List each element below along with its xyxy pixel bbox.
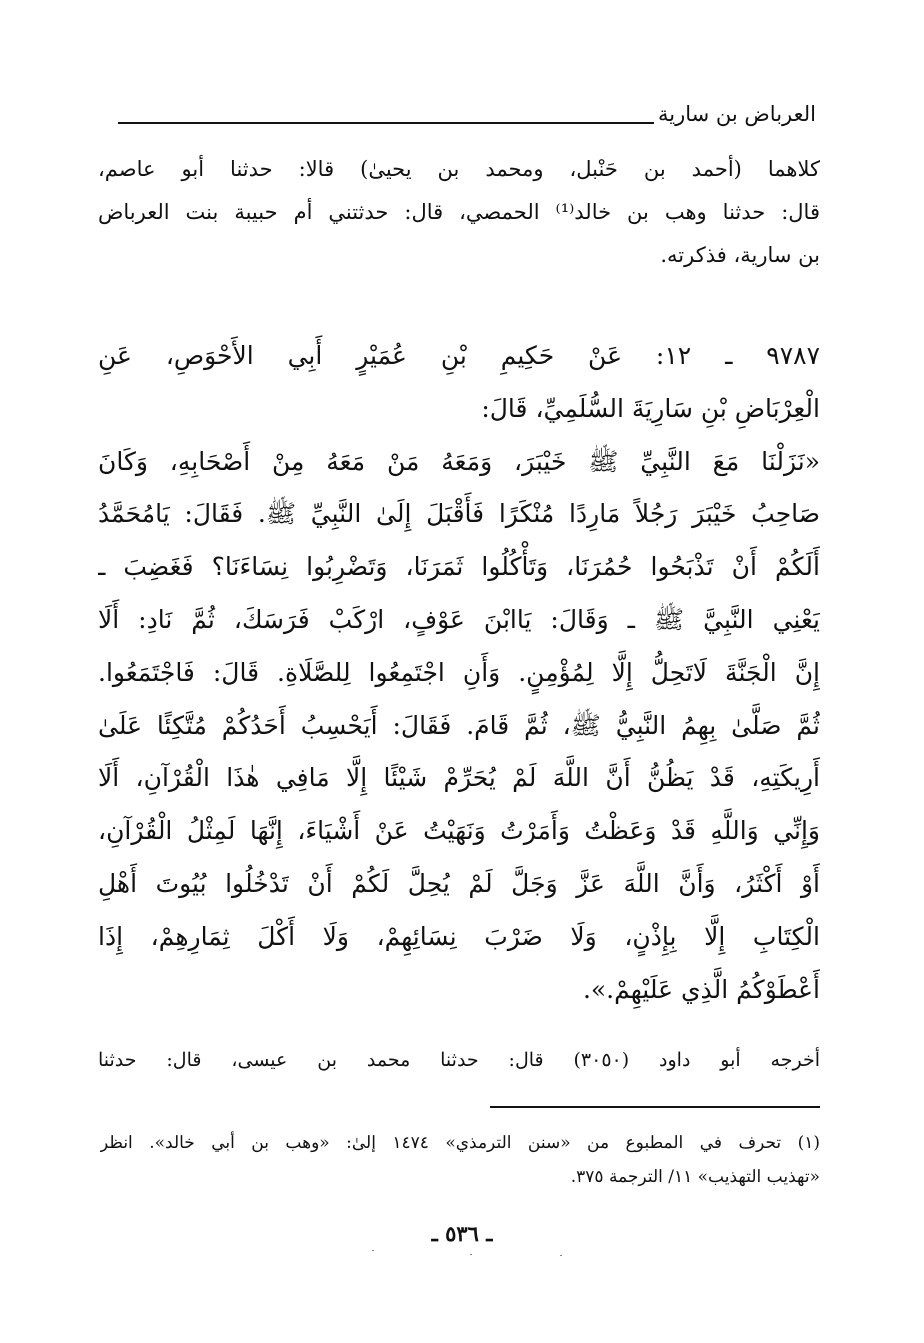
hadith-line: أَعْطَوْكُمُ الَّذِي عَلَيْهِمْ.».: [582, 974, 820, 1004]
hadith-line: وَإِنِّي وَاللَّهِ قَدْ وَعَظْتُ وَأَمَرْتُ وَنَهَيْتُ عَنْ أَشْيَاءَ، إِنَّهَا لَمِثْلُ الْقُرْآنِ،: [98, 816, 820, 846]
hadith-line: أَلَكُمْ أَنْ تَذْبَحُوا حُمُرَنَا، وَتَأْكُلُوا ثَمَرَنَا، وَتَضْرِبُوا نِسَاءَنَا؟ فَغَضِبَ ـ: [98, 552, 820, 582]
intro-line: كلاهما (أحمد بن حَنْبل، ومحمد بن يحيىٰ) قالا: حدثنا أبو عاصم،: [98, 157, 820, 181]
intro-line: قال: حدثنا وهب بن خالد⁽¹⁾ الحمصي، قال: حدثتني أم حبيبة بنت العرباض: [98, 200, 820, 224]
scan-speck: [560, 1255, 562, 1256]
hadith-line: ثُمَّ صَلَّىٰ بِهِمُ النَّبِيُّ ﷺ، ثُمَّ قَامَ. فَقَالَ: أَيَحْسِبُ أَحَدُكُمْ مُتَّكِئًا عَلَىٰ: [98, 710, 820, 740]
hadith-line: الْعِرْبَاضِ بْنِ سَارِيَةَ السُّلَمِيِّ، قَالَ:: [481, 393, 820, 423]
hadith-text: [98, 330, 820, 1016]
hadith-line: «نَزَلْنَا مَعَ النَّبِيِّ ﷺ خَيْبَرَ، وَمَعَهُ مَنْ مَعَهُ مِنْ أَصْحَابِهِ، وَكَانَ: [98, 446, 820, 476]
hadith-line: أَوْ أَكْثَرُ، وَأَنَّ اللَّهَ عَزَّ وَجَلَّ لَمْ يُحِلَّ لَكُمْ أَنْ تَدْخُلُوا بُيُوتَ أَهْلِ: [98, 868, 820, 898]
footnote-line: (١) تحرف في المطبوع من «سنن الترمذي» ١٤٧٤ إلىٰ: «وهب بن أبي خالد». انظر: [100, 1133, 820, 1153]
hadith-line: أَرِيكَتِهِ، قَدْ يَظُنُّ أَنَّ اللَّهَ لَمْ يُحَرِّمْ شَيْئًا إِلَّا مَافِي هٰذَا الْقُرْآنِ، أَلَا: [98, 763, 820, 793]
header-title: العرباض بن سارية: [657, 102, 816, 126]
takhrij-line: أخرجه أبو داود (٣٠٥٠) قال: حدثنا محمد بن عيسى، قال: حدثنا: [98, 1049, 820, 1071]
footnotes: [100, 1126, 820, 1194]
footnote-line: «تهذيب التهذيب» ١١/ الترجمة ٣٧٥.: [570, 1167, 820, 1187]
hadith-line: ٩٧٨٧ ـ ١٢: عَنْ حَكِيمِ بْنِ عُمَيْرٍ أَبِي الأَحْوَصِ، عَنِ: [98, 341, 820, 370]
intro-paragraph: [98, 148, 820, 277]
scan-speck: [372, 1250, 374, 1251]
hadith-line: يَعْنِي النَّبِيَّ ﷺ ـ وَقَالَ: يَاابْنَ عَوْفٍ، ارْكَبْ فَرَسَكَ، ثُمَّ نَادِ: أَلَا: [98, 604, 820, 634]
footnote-separator: [490, 1106, 820, 1108]
header-rule: [118, 122, 654, 124]
running-header: [100, 102, 824, 136]
page-number: ـ ٥٣٦ ـ: [431, 1221, 493, 1246]
hadith-line: صَاحِبُ خَيْبَرَ رَجُلاً مَارِدًا مُنْكَرًا فَأَقْبَلَ إِلَىٰ النَّبِيِّ ﷺ. فَقَالَ: يَامُحَمَّدُ: [98, 499, 820, 529]
scan-speck: [470, 1254, 472, 1255]
hadith-line: الْكِتَابِ إِلَّا بِإِذْنٍ، وَلَا ضَرْبَ نِسَائِهِمْ، وَلَا أَكْلَ ثِمَارِهِمْ، إِذَا: [98, 921, 820, 951]
intro-line: بن سارية، فذكرته.: [660, 243, 820, 267]
takhrij-paragraph: [98, 1040, 820, 1080]
hadith-line: إِنَّ الْجَنَّةَ لَاتَحِلُّ إِلَّا لِمُؤْمِنٍ. وَأَنِ اجْتَمِعُوا لِلصَّلَاةِ. قَالَ: فَاجْتَمَعُوا.: [98, 657, 820, 687]
